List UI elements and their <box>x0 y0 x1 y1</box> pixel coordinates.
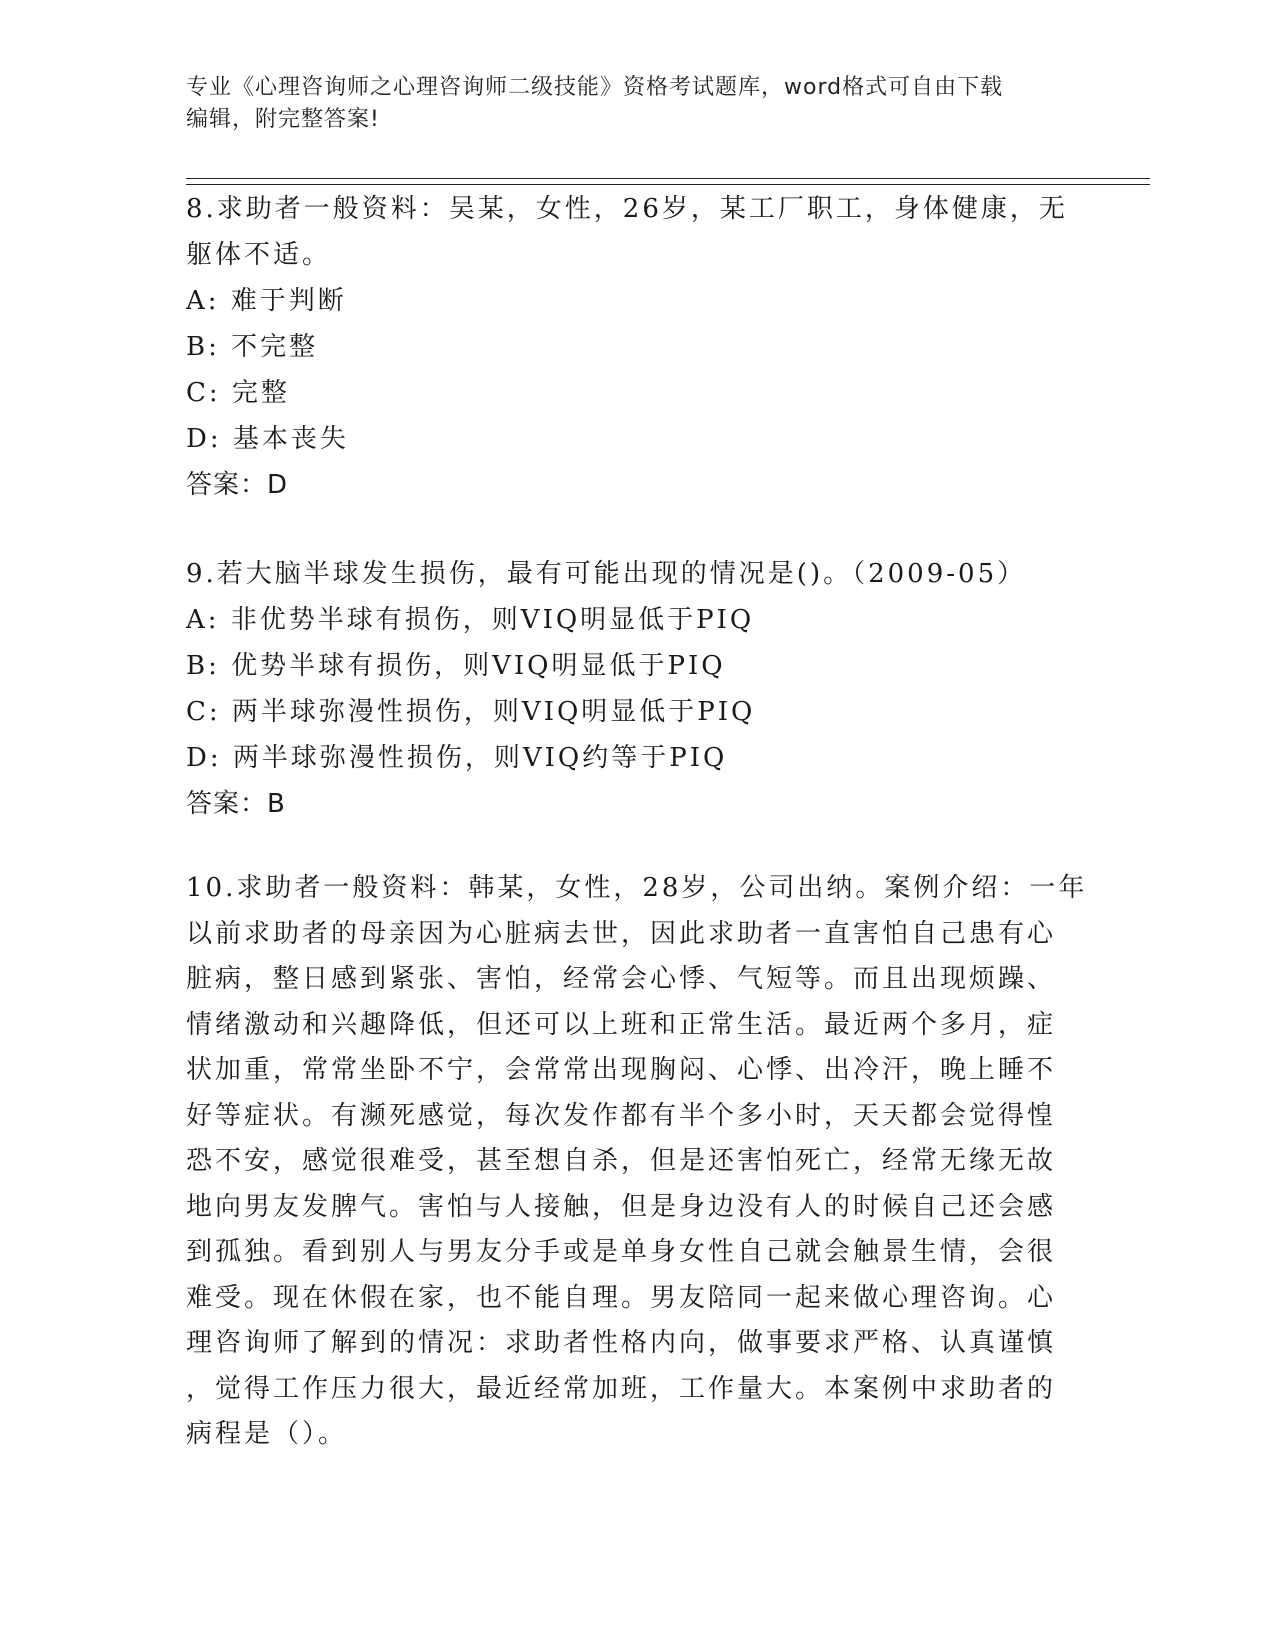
question-9-stem-line-1: 9.若大脑半球发生损伤，最有可能出现的情况是()。（2009-05） <box>186 559 1027 589</box>
header-divider-top <box>186 178 1150 179</box>
question-9 <box>186 551 1086 827</box>
document-header <box>186 72 1086 136</box>
question-10-stem-line-1: 10.求助者一般资料：韩某，女性，28岁，公司出纳。案例介绍：一年 <box>186 873 1088 903</box>
question-8-stem-line-1: 8.求助者一般资料：吴某，女性，26岁，某工厂职工，身体健康，无 <box>186 194 1068 224</box>
question-10-stem-line-6: 好等症状。有濒死感觉，每次发作都有半个多小时，天天都会觉得惶 <box>186 1100 1057 1131</box>
question-10-stem-line-13: 病程是（）。 <box>186 1419 348 1449</box>
question-10-stem-line-9: 到孤独。看到别人与男友分手或是单身女性自己就会触景生情，会很 <box>186 1237 1057 1267</box>
question-8-option-b: B: 不完整 <box>186 332 319 362</box>
question-9-option-d: D: 两半球弥漫性损伤，则VIQ约等于PIQ <box>186 743 728 773</box>
question-8 <box>186 186 1086 508</box>
question-9-option-a: A: 非优势半球有损伤，则VIQ明显低于PIQ <box>186 605 755 635</box>
question-8-option-d: D: 基本丧失 <box>186 424 349 454</box>
question-9-option-b: B: 优势半球有损伤，则VIQ明显低于PIQ <box>186 651 726 681</box>
question-10-stem-line-8: 地向男友发脾气。害怕与人接触，但是身边没有人的时候自己还会感 <box>186 1191 1057 1222</box>
question-9-option-c: C: 两半球弥漫性损伤，则VIQ明显低于PIQ <box>186 697 756 727</box>
header-line-1: 专业《心理咨询师之心理咨询师二级技能》资格考试题库，word格式可自由下载 <box>186 75 1004 100</box>
question-10 <box>186 866 1086 1458</box>
question-8-option-c: C: 完整 <box>186 378 290 408</box>
question-10-stem-line-5: 状加重，常常坐卧不宁，会常常出现胸闷、心悸、出冷汗，晚上睡不 <box>186 1055 1057 1085</box>
question-10-stem-line-7: 恐不安，感觉很难受，甚至想自杀，但是还害怕死亡，经常无缘无故 <box>186 1146 1057 1176</box>
header-line-2: 编辑，附完整答案! <box>186 107 380 132</box>
question-8-stem-line-2: 躯体不适。 <box>186 240 332 270</box>
question-8-option-a: A: 难于判断 <box>186 286 347 316</box>
question-10-stem-line-4: 情绪激动和兴趣降低，但还可以上班和正常生活。最近两个多月，症 <box>186 1009 1057 1040</box>
question-8-answer: 答案：D <box>186 470 289 500</box>
question-10-stem-line-10: 难受。现在休假在家，也不能自理。男友陪同一起来做心理咨询。心 <box>186 1282 1057 1313</box>
question-10-stem-line-12: ，觉得工作压力很大，最近经常加班，工作量大。本案例中求助者的 <box>186 1373 1057 1404</box>
question-10-stem-line-11: 理咨询师了解到的情况：求助者性格内向，做事要求严格、认真谨慎 <box>186 1328 1057 1358</box>
question-10-stem-line-2: 以前求助者的母亲因为心脏病去世，因此求助者一直害怕自己患有心 <box>186 918 1057 949</box>
header-divider-bottom <box>186 184 1150 185</box>
question-9-answer: 答案：B <box>186 789 286 819</box>
question-10-stem-line-3: 脏病，整日感到紧张、害怕，经常会心悸、气短等。而且出现烦躁、 <box>186 964 1057 994</box>
